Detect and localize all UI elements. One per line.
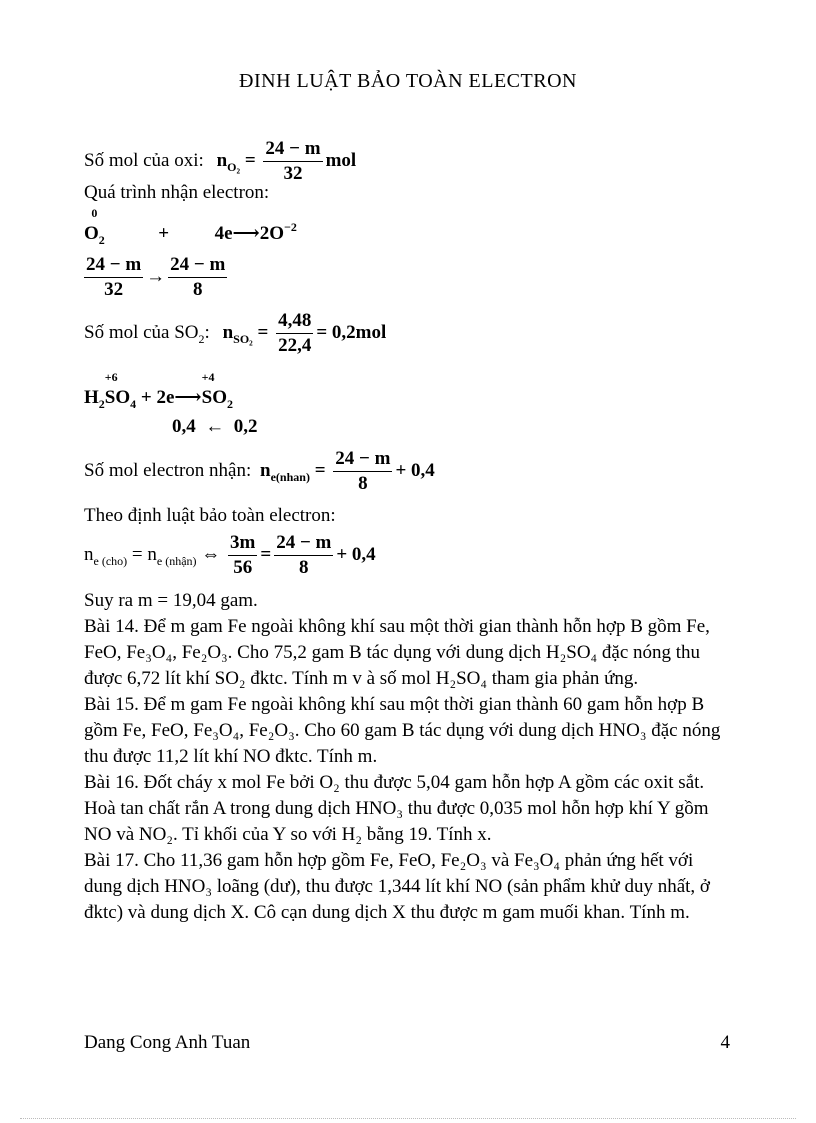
result-paragraph: Suy ra m = 19,04 gam. xyxy=(84,590,258,611)
page-number: 4 xyxy=(720,1032,730,1053)
oxide-charge: −2 xyxy=(284,220,297,234)
conservation-equation: $n_{e (cho)} = n_{e (nhận)}$ ⇔ $\frac{3m}{56}$ = $\frac{24 - m}{8}$ + 0,4 xyxy=(84,532,376,578)
conservation-left-fraction: $\frac{3m}{56}$ xyxy=(230,532,256,578)
electron-received-line: Số mol electron nhận: $n_{e(nhan)}$ = $\frac{24 - m}{8}$ + 0,4 xyxy=(84,448,435,494)
ratio-right-fraction: $\frac{24 - m}{8}$ xyxy=(170,254,226,300)
exercise-text xyxy=(84,588,734,926)
electron-received-fraction: $\frac{24 - m}{8}$ xyxy=(335,448,391,494)
exercise-16: Bài 16. Đốt cháy x mol Fe bởi O₂ thu được 5,04 gam hỗn hợp A gồm các oxit sắt. Hoà tan chất rắn A trong dung dịch HNO₃ thu được 0,035 mol hỗn hợp khí Y gồm NO và NO₂. Tỉ khối của Y so với H₂ bằng 19. Tính x. xyxy=(84,772,709,845)
exercise-17: Bài 17. Cho 11,36 gam hỗn hợp gồm Fe, FeO, Fe₂O₃ và Fe₃O₄ phản ứng hết với dung dịch HNO₃ loãng (dư), thu được 1,344 lít khí NO (sản phẩm khử duy nhất, ở đktc) và dung dịch X. Cô cạn dung dịch X thu được m gam muối khan. Tính m. xyxy=(84,850,710,923)
oxygen-moles-line: Số mol của oxi: $n_{O_2}$ = $\frac{24 - m}{32}$ mol xyxy=(84,138,357,184)
oxygen-ratio-line xyxy=(84,254,230,301)
page-title: ĐINH LUẬT BẢO TOÀN ELECTRON xyxy=(239,70,577,92)
sulfur-reduction-equation: $H_2$ +6 $SO_4$ + 2e⟶ +4 $SO_2$ xyxy=(84,370,234,411)
sulfur-reactant: +6 S xyxy=(104,370,118,408)
so2-result: 0,2mol xyxy=(331,321,387,343)
receive-process-label: Quá trình nhận electron: xyxy=(84,182,270,203)
right-arrow-icon: → xyxy=(146,265,166,287)
oxide-product: 2O xyxy=(259,223,285,244)
electrons: 4e xyxy=(214,223,233,244)
oxygen-label: Số mol của oxi: xyxy=(84,149,204,171)
exercise-14: Bài 14. Để m gam Fe ngoài không khí sau một thời gian thành hỗn hợp B gồm Fe, FeO, Fe₃O₄, Fe₂O₃. Cho 75,2 gam B tác dụng với dung dịch H₂SO₄ đặc nóng thu được 6,72 lít khí SO₂ đktc. Tính m v à số mol H₂SO₄ tham gia phản ứng. xyxy=(84,616,710,689)
plus-sign: + xyxy=(158,223,170,244)
so2-moles-line: Số mol của $SO_2$: $n_{SO_2}$ = $\frac{4,48}{22,4}$ = 0,2mol xyxy=(84,310,387,356)
sulfur-product: +4 S xyxy=(201,370,215,408)
oxygen-fraction xyxy=(263,138,322,185)
conservation-right-fraction: $\frac{24 - m}{8}$ xyxy=(276,532,332,578)
oxidation-state-plus4: +4 xyxy=(201,370,215,384)
so2-fraction: $\frac{4,48}{22,4}$ xyxy=(278,310,312,356)
plus-electrons: + 2e xyxy=(140,387,175,408)
so2-label: Số mol của SO xyxy=(84,321,199,343)
oxygen-reactant: 0 $O_2$ xyxy=(84,206,105,247)
oxidation-state-plus6: +6 xyxy=(104,370,118,384)
ratio-left-fraction: $\frac{24 - m}{32}$ xyxy=(86,254,142,300)
oxygen-denominator: 32 xyxy=(283,163,303,184)
oxidation-state-zero: 0 xyxy=(91,206,98,220)
sulfur-amounts: 0,4 ← 0,2 xyxy=(172,416,258,437)
oxygen-unit: mol xyxy=(325,149,357,171)
page-divider xyxy=(20,1118,796,1119)
oxygen-symbol: n xyxy=(216,149,228,171)
conservation-label: Theo định luật bảo toàn electron: xyxy=(84,505,336,526)
oxygen-sub: O₂ xyxy=(227,159,241,174)
oxygen-numerator: 24 − m xyxy=(263,138,322,162)
oxygen-reduction-equation xyxy=(84,206,297,248)
long-arrow-icon: ⟶ xyxy=(174,387,202,408)
footer-author: Dang Cong Anh Tuan xyxy=(84,1032,251,1053)
long-arrow-icon: ⟶ xyxy=(232,223,260,244)
exercise-15: Bài 15. Để m gam Fe ngoài không khí sau một thời gian thành 60 gam hỗn hợp B gồm Fe, FeO, Fe₃O₄, Fe₂O₃. Cho 60 gam B tác dụng với dung dịch HNO₃ đặc nóng thu được 11,2 lít khí NO đktc. Tính m. xyxy=(84,694,721,767)
